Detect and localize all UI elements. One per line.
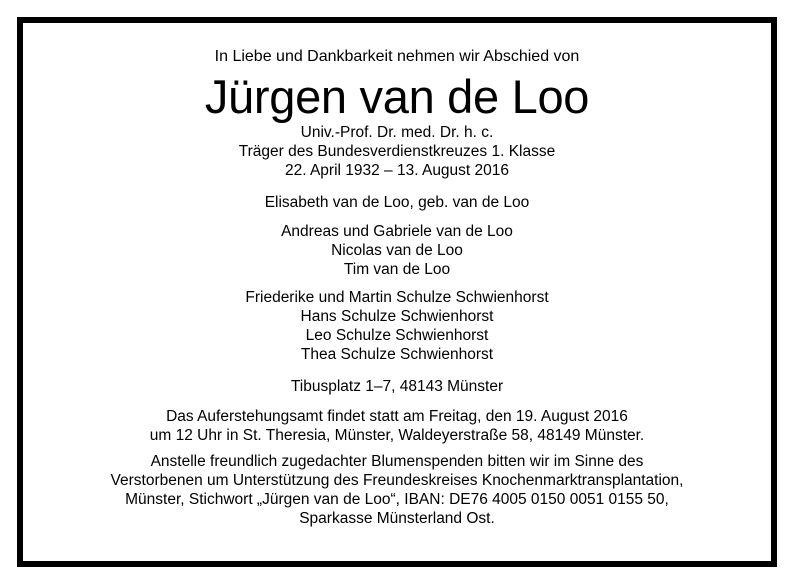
service-line: Das Auferstehungsamt findet statt am Freitag, den 19. August 2016 bbox=[166, 408, 628, 425]
family-group-2 bbox=[23, 288, 771, 364]
family-member: Hans Schulze Schwienhorst bbox=[300, 308, 494, 325]
academic-title: Univ.-Prof. Dr. med. Dr. h. c. bbox=[300, 124, 494, 141]
family-member: Andreas und Gabriele van de Loo bbox=[281, 223, 513, 240]
donation-info bbox=[23, 452, 771, 528]
family-group-1 bbox=[23, 222, 771, 279]
deceased-name: Jürgen van de Loo bbox=[204, 70, 590, 123]
family-member: Nicolas van de Loo bbox=[331, 242, 463, 259]
address-text: Tibusplatz 1–7, 48143 Münster bbox=[290, 378, 504, 395]
service-info bbox=[23, 407, 771, 445]
family-member: Tim van de Loo bbox=[343, 261, 451, 278]
honor-text: Träger des Bundesverdienstkreuzes 1. Klasse bbox=[238, 143, 556, 160]
family-member: Thea Schulze Schwienhorst bbox=[300, 346, 494, 363]
donation-line: Anstelle freundlich zugedachter Blumenspenden bitten wir im Sinne des bbox=[150, 453, 644, 470]
donation-line: Münster, Stichwort „Jürgen van de Loo“, IBAN: DE76 4005 0150 0051 0155 50, bbox=[125, 491, 669, 508]
intro-text: In Liebe und Dankbarkeit nehmen wir Abschied von bbox=[214, 48, 580, 65]
donation-line: Sparkasse Münsterland Ost. bbox=[299, 510, 495, 527]
obituary-notice bbox=[17, 17, 777, 567]
family-member: Leo Schulze Schwienhorst bbox=[305, 327, 489, 344]
life-dates: 22. April 1932 – 13. August 2016 bbox=[284, 162, 510, 179]
spouse-name: Elisabeth van de Loo, geb. van de Loo bbox=[264, 194, 530, 211]
family-member: Friederike und Martin Schulze Schwienhorst bbox=[245, 289, 549, 306]
donation-line: Verstorbenen um Unterstützung des Freundeskreises Knochenmarktransplantation, bbox=[110, 472, 684, 489]
service-line: um 12 Uhr in St. Theresia, Münster, Waldeyerstraße 58, 48149 Münster. bbox=[149, 427, 645, 444]
